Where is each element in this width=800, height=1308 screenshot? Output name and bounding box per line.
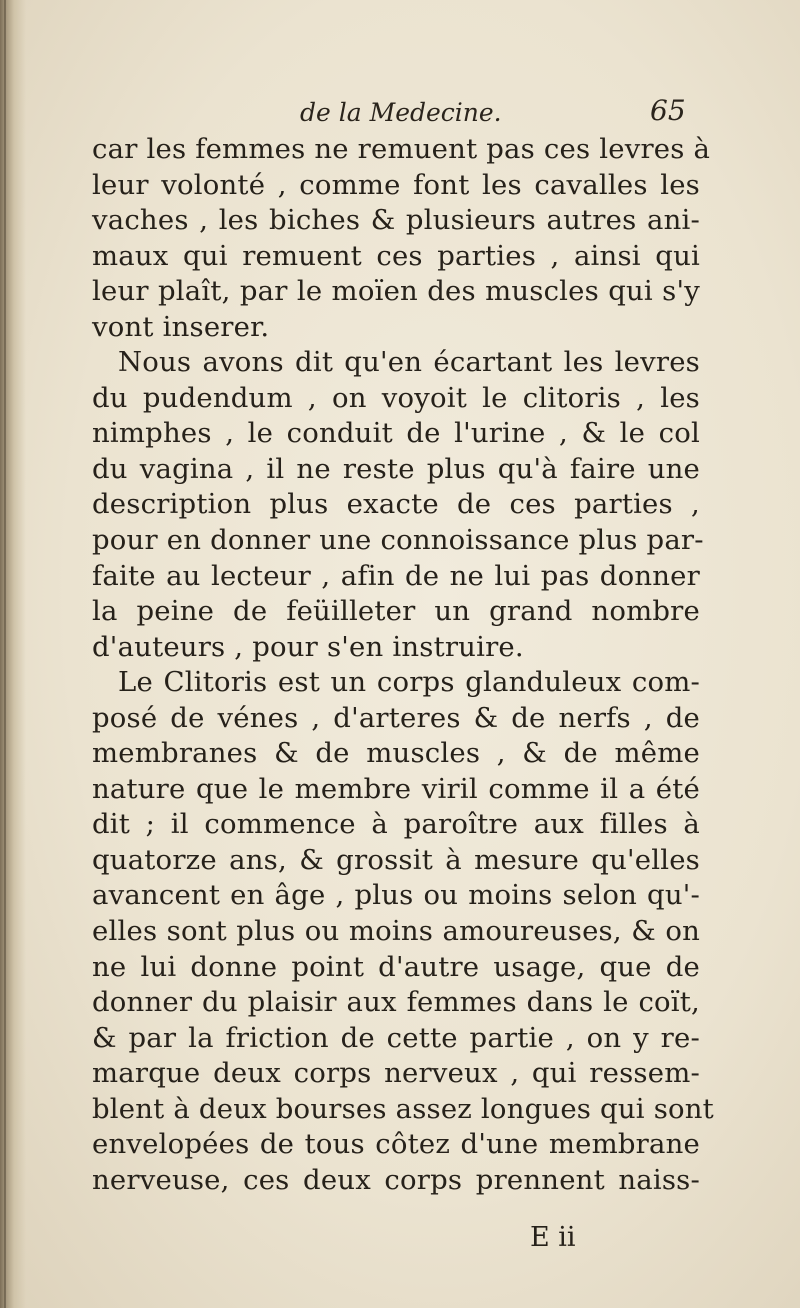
- text-line: nerveuse, ces deux corps prennent naiss-: [92, 1163, 700, 1196]
- text-line: car les femmes ne remuent pas ces levres à: [92, 133, 711, 165]
- text-line: faite au lecteur , afin de ne lui pas donner: [92, 559, 700, 592]
- running-head: de la Medecine.: [300, 98, 502, 127]
- binding-edge: [4, 0, 6, 1308]
- body-text: [92, 132, 714, 1198]
- text-line: pour en donner une connoissance plus par-: [92, 524, 704, 557]
- text-line: leur plaît, par le moïen des muscles qui s'y: [92, 275, 700, 308]
- text-line: description plus exacte de ces parties ,: [92, 488, 700, 521]
- text-line: la peine de feüilleter un grand nombre: [92, 595, 700, 628]
- page-number: 65: [650, 94, 686, 127]
- text-line: quatorze ans, & grossit à mesure qu'elles: [92, 843, 700, 876]
- text-line: d'auteurs , pour s'en instruire.: [92, 630, 524, 663]
- text-line: vaches , les biches & plusieurs autres ani-: [92, 204, 700, 237]
- text-line: maux qui remuent ces parties , ainsi qui: [92, 239, 700, 272]
- text-line: posé de vénes , d'arteres & de nerfs , de: [92, 701, 700, 734]
- text-line: du vagina , il ne reste plus qu'à faire une: [92, 452, 700, 485]
- text-line: leur volonté , comme font les cavalles les: [92, 168, 700, 201]
- text-line: blent à deux bourses assez longues qui sont: [92, 1092, 714, 1125]
- text-line: vont inserer.: [92, 310, 270, 343]
- text-line: donner du plaisir aux femmes dans le coït,: [92, 986, 700, 1019]
- text-line: Le Clitoris est un corps glanduleux com-: [118, 666, 700, 699]
- text-line: nimphes , le conduit de l'urine , & le col: [92, 417, 700, 450]
- signature-mark: E ii: [530, 1222, 576, 1253]
- text-line: du pudendum , on voyoit le clitoris , les: [92, 381, 700, 414]
- text-line: elles sont plus ou moins amoureuses, & on: [92, 915, 700, 948]
- text-line: & par la friction de cette partie , on y re-: [92, 1021, 700, 1054]
- text-line: Nous avons dit qu'en écartant les levres: [118, 346, 700, 379]
- text-line: dit ; il commence à paroître aux filles à: [92, 808, 700, 841]
- text-line: envelopées de tous côtez d'une membrane: [92, 1128, 700, 1161]
- text-line: ne lui donne point d'autre usage, que de: [92, 950, 700, 983]
- page-gutter: [0, 0, 26, 1308]
- text-line: membranes & de muscles , & de même: [92, 737, 700, 770]
- text-line: marque deux corps nerveux , qui ressem-: [92, 1057, 700, 1090]
- text-line: nature que le membre viril comme il a été: [92, 772, 700, 805]
- text-line: avancent en âge , plus ou moins selon qu'-: [92, 879, 700, 912]
